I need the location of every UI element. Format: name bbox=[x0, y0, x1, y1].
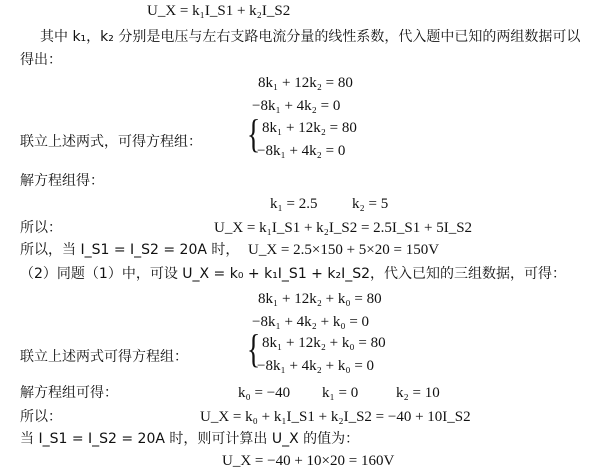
system-2-eq1: 8k₁ + 12k₂ + k₀ = 80 bbox=[262, 335, 386, 351]
equation-3: 8k₁ + 12k₂ + k₀ = 80 bbox=[258, 291, 382, 307]
brace-system-1: { bbox=[246, 111, 261, 156]
label-solve-1: 解方程组得： bbox=[20, 173, 104, 189]
system-1-eq2: −8k₁ + 4k₂ = 0 bbox=[257, 143, 346, 159]
label-when-2: 当 I_S1 = I_S2 = 20A 时，则可计算出 U_X 的值为： bbox=[20, 431, 360, 447]
equation-ux-value-1: U_X = 2.5×150 + 5×20 = 150V bbox=[248, 242, 440, 258]
label-system-1: 联立上述两式，可得方程组： bbox=[20, 134, 202, 150]
solution-k1: k₁ = 2.5 bbox=[270, 196, 318, 212]
label-system-2: 联立上述两式可得方程组： bbox=[20, 349, 188, 365]
equation-1: 8k₁ + 12k₂ = 80 bbox=[258, 75, 353, 91]
equation-2: −8k₁ + 4k₂ = 0 bbox=[252, 98, 341, 114]
system-1-eq1: 8k₁ + 12k₂ = 80 bbox=[262, 120, 357, 136]
label-solve-2: 解方程组可得： bbox=[20, 385, 118, 401]
equation-4: −8k₁ + 4k₂ + k₀ = 0 bbox=[252, 314, 370, 330]
solution-k1-2: k₁ = 0 bbox=[322, 385, 359, 401]
paragraph-intro-cont: 得出： bbox=[20, 52, 62, 68]
equation-ux-value-2: U_X = −40 + 10×20 = 160V bbox=[222, 453, 395, 469]
paragraph-intro: 其中 k₁，k₂ 分别是电压与左右支路电流分量的线性系数，代入题中已知的两组数据可以 bbox=[40, 29, 581, 45]
solution-k2-2: k₂ = 10 bbox=[396, 385, 440, 401]
label-therefore-2: 所以： bbox=[20, 409, 62, 425]
label-therefore-1: 所以： bbox=[20, 220, 62, 236]
system-2-eq2: −8k₁ + 4k₂ + k₀ = 0 bbox=[257, 358, 375, 374]
equation-ux-result: U_X = k₁I_S1 + k₂I_S2 = 2.5I_S1 + 5I_S2 bbox=[214, 220, 473, 236]
solution-k2: k₂ = 5 bbox=[352, 196, 389, 212]
solution-k0: k₀ = −40 bbox=[238, 385, 291, 401]
brace-system-2: { bbox=[246, 326, 261, 371]
equation-ux-linear: U_X = k₁I_S1 + k₂I_S2 bbox=[147, 3, 291, 19]
label-when-1: 所以，当 I_S1 = I_S2 = 20A 时， bbox=[20, 242, 240, 258]
equation-ux-result-2: U_X = k₀ + k₁I_S1 + k₂I_S2 = −40 + 10I_S2 bbox=[200, 409, 471, 425]
paragraph-part-2: （2）同题（1）中，可设 U_X = k₀ + k₁I_S1 + k₂I_S2，代入已知的三组数据，可得： bbox=[20, 266, 566, 282]
